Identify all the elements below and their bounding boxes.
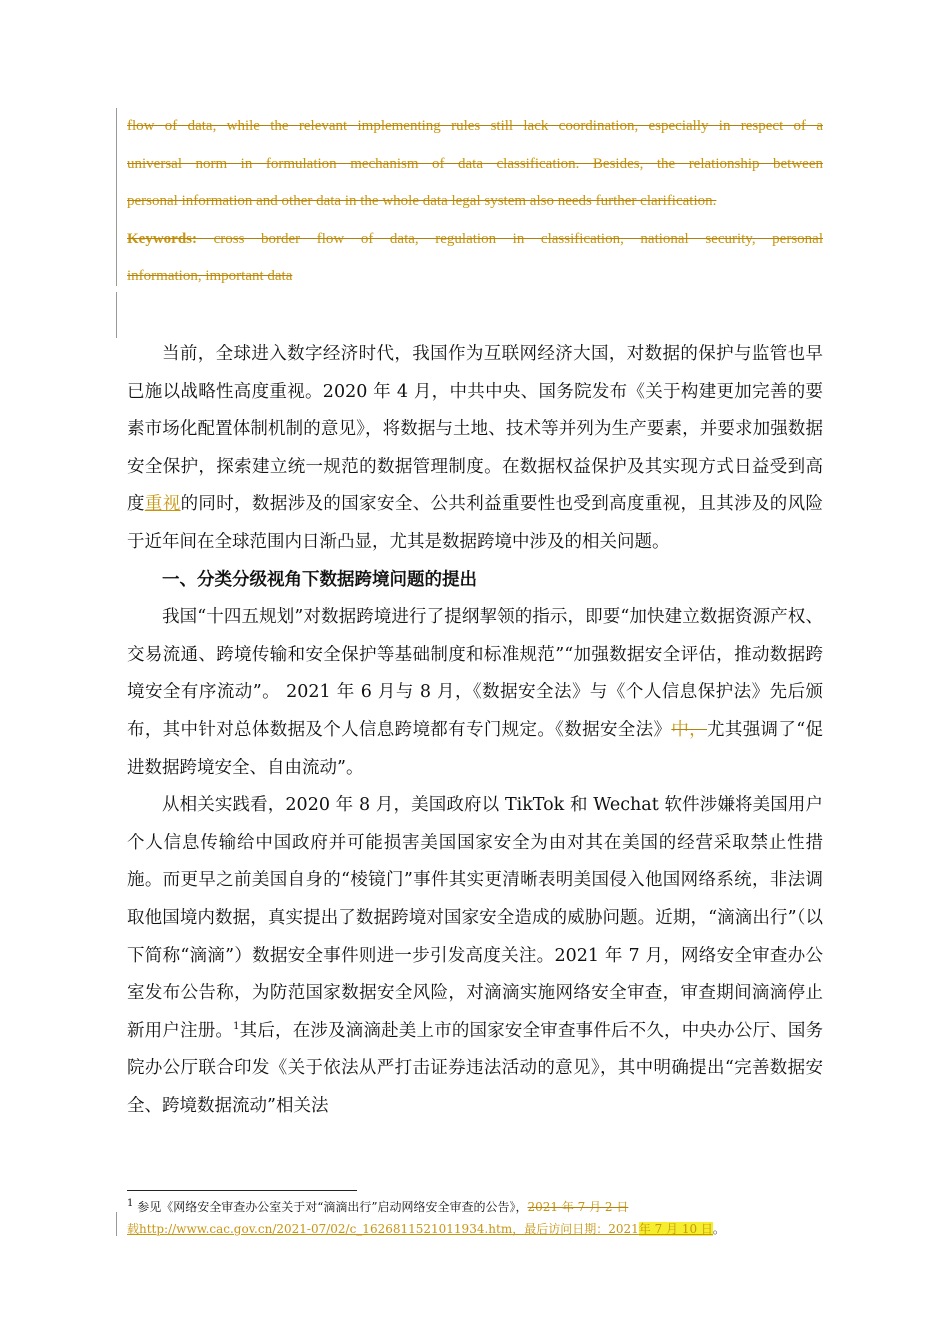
- footnote-separator: [127, 1190, 357, 1191]
- footnote-ref[interactable]: 1: [233, 1020, 240, 1032]
- footnote: [127, 1196, 827, 1240]
- deleted-text: 中，: [671, 719, 708, 740]
- footnote-line: [127, 1196, 827, 1218]
- paragraph-text: 我国“十四五规划”对数据跨境进行了提纲挈领的指示，即要“加快建立数据资源产权、交易流通、跨境传输和安全保护等基础制度和标准规范”“加强数据安全评估，推动数据跨境安全有序流动”。 2021 年 6 月与 8 月，《数据安全法》与《个人信息保护法》先后颁布，其中针对总体数据及个人信息跨境都有专门规定。《数据安全法》: [127, 607, 823, 740]
- paragraph: [127, 787, 823, 1125]
- abstract-line: universal norm in formulation mechanism of data classification. Besides, the relationship between: [127, 155, 823, 172]
- footnote-text: 。: [712, 1222, 725, 1236]
- keywords-line: [127, 221, 823, 259]
- deleted-text: 2021 年 7 月 2 日: [527, 1200, 629, 1214]
- footnote-url[interactable]: 载http://www.cac.gov.cn/2021-07/02/c_1626811521011934.htm，最后访问日期：2021: [127, 1222, 639, 1236]
- footnote-number: 1: [127, 1198, 134, 1209]
- keywords-label: Keywords:: [127, 230, 197, 247]
- paragraph-text: 其后，在涉及滴滴赴美上市的国家安全审查事件后不久，中央办公厅、国务院办公厅联合印发《关于依法从严打击证券违法活动的意见》，其中明确提出“完善数据安全、跨境数据流动”相关法: [127, 1020, 824, 1116]
- inserted-text: 重视: [144, 494, 181, 515]
- paragraph-text: 尤其强调了“促进数据跨境安全、自由流动”。: [127, 719, 824, 778]
- paragraph-text: 当前，全球进入数字经济时代，我国作为互联网经济大国，对数据的保护与监管也早已施以战略性高度重视。2020 年 4 月，中共中央、国务院发布《关于构建更加完善的要素市场化配置体制机制的意见》，将数据与土地、技术等并列为生产要素，并要求加强数据安全保护，探索建立统一规范的数据管理制度。在数据权益保护及其实现方式日益受到高度: [127, 344, 823, 515]
- change-bar: [116, 1212, 117, 1236]
- change-bar: [116, 292, 117, 338]
- footnote-line: [127, 1218, 827, 1240]
- keywords-text: cross border flow of data, regulation in classification, national security, personal: [197, 230, 823, 247]
- abstract-line: flow of data, while the relevant implementing rules still lack coordination, especially in respect of a: [127, 118, 823, 134]
- paragraph: [127, 336, 823, 562]
- document-body: [127, 336, 823, 1125]
- paragraph-text: 从相关实践看，2020 年 8 月，美国政府以 TikTok 和 Wechat 软件涉嫌将美国用户个人信息传输给中国政府并可能损害美国国家安全为由对其在美国的经营采取禁止性措施。而更早之前美国自身的“棱镜门”事件其实更清晰表明美国侵入他国网络系统，非法调取他国境内数据，真实提出了数据跨境对国家安全造成的威胁问题。近期，“滴滴出行”（以下简称“滴滴”）数据安全事件则进一步引发高度关注。2021 年 7 月，网络安全审查办公室发布公告称，为防范国家数据安全风险，对滴滴实施网络安全审查，审查期间滴滴停止新用户注册。: [127, 795, 823, 1041]
- paragraph: [127, 599, 823, 787]
- keywords-line: information, important data: [127, 268, 293, 284]
- english-abstract: [127, 108, 823, 296]
- highlighted-date: 年 7 月 10 日: [638, 1222, 713, 1236]
- section-heading: 一、分类分级视角下数据跨境问题的提出: [162, 569, 477, 590]
- footnote-text: 参见《网络安全审查办公室关于对“滴滴出行”启动网络安全审查的公告》，: [133, 1200, 528, 1214]
- paragraph-text: 的同时，数据涉及的国家安全、公共利益重要性也受到高度重视，且其涉及的风险于近年间在全球范围内日渐凸显，尤其是数据跨境中涉及的相关问题。: [127, 494, 824, 552]
- abstract-line: personal information and other data in the whole data legal system also needs further clarification.: [127, 193, 717, 209]
- change-bar: [116, 108, 117, 286]
